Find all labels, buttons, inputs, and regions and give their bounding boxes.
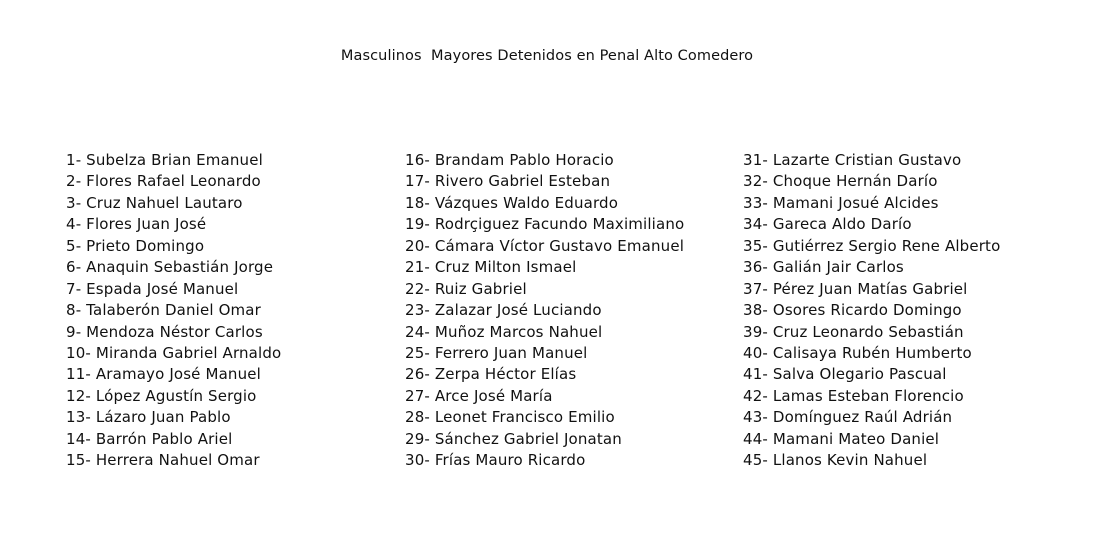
list-item: 36- Galián Jair Carlos xyxy=(743,258,904,277)
list-item: 9- Mendoza Néstor Carlos xyxy=(66,322,263,341)
list-item: 19- Rodrçiguez Facundo Maximiliano xyxy=(405,215,685,234)
list-item: 25- Ferrero Juan Manuel xyxy=(405,343,588,362)
list-item: 27- Arce José María xyxy=(405,386,553,405)
list-item: 24- Muñoz Marcos Nahuel xyxy=(405,322,603,341)
page-title: Masculinos Mayores Detenidos en Penal Alto Comedero xyxy=(340,48,754,64)
list-item: 37- Pérez Juan Matías Gabriel xyxy=(743,279,968,298)
list-item: 29- Sánchez Gabriel Jonatan xyxy=(405,429,622,448)
list-item: 10- Miranda Gabriel Arnaldo xyxy=(66,343,282,362)
list-item: 21- Cruz Milton Ismael xyxy=(405,258,577,277)
list-item: 2- Flores Rafael Leonardo xyxy=(66,172,261,191)
list-item: 8- Talaberón Daniel Omar xyxy=(66,301,261,320)
list-item: 38- Osores Ricardo Domingo xyxy=(743,301,962,320)
list-item: 7- Espada José Manuel xyxy=(66,279,239,298)
list-item: 23- Zalazar José Luciando xyxy=(405,301,602,320)
list-item: 4- Flores Juan José xyxy=(66,215,207,234)
list-item: 39- Cruz Leonardo Sebastián xyxy=(743,322,964,341)
list-item: 44- Mamani Mateo Daniel xyxy=(743,429,940,448)
list-item: 34- Gareca Aldo Darío xyxy=(743,215,912,234)
list-item: 43- Domínguez Raúl Adrián xyxy=(743,408,953,427)
detainee-list-column-2 xyxy=(405,150,684,472)
list-item: 6- Anaquin Sebastián Jorge xyxy=(66,258,274,277)
list-item: 33- Mamani Josué Alcides xyxy=(743,193,939,212)
list-item: 11- Aramayo José Manuel xyxy=(66,365,261,384)
list-item: 20- Cámara Víctor Gustavo Emanuel xyxy=(405,236,685,255)
list-item: 31- Lazarte Cristian Gustavo xyxy=(743,151,962,169)
list-item: 42- Lamas Esteban Florencio xyxy=(743,386,964,405)
list-item: 17- Rivero Gabriel Esteban xyxy=(405,172,611,191)
list-item: 5- Prieto Domingo xyxy=(66,236,205,255)
list-item: 45- Llanos Kevin Nahuel xyxy=(743,451,928,470)
list-item: 13- Lázaro Juan Pablo xyxy=(66,408,231,427)
list-item: 22- Ruiz Gabriel xyxy=(405,279,527,298)
list-item: 28- Leonet Francisco Emilio xyxy=(405,408,615,427)
list-item: 30- Frías Mauro Ricardo xyxy=(405,451,586,470)
list-item: 18- Vázques Waldo Eduardo xyxy=(405,193,619,212)
list-item: 32- Choque Hernán Darío xyxy=(743,172,938,191)
detainee-list-column-1 xyxy=(66,150,281,472)
list-item: 16- Brandam Pablo Horacio xyxy=(405,151,614,169)
list-item: 15- Herrera Nahuel Omar xyxy=(66,451,260,470)
list-item: 14- Barrón Pablo Ariel xyxy=(66,429,233,448)
list-item: 3- Cruz Nahuel Lautaro xyxy=(66,193,243,212)
list-item: 26- Zerpa Héctor Elías xyxy=(405,365,577,384)
list-item: 40- Calisaya Rubén Humberto xyxy=(743,343,972,362)
list-item: 1- Subelza Brian Emanuel xyxy=(66,151,263,169)
list-item: 35- Gutiérrez Sergio Rene Alberto xyxy=(743,236,1001,255)
list-item: 41- Salva Olegario Pascual xyxy=(743,365,947,384)
list-item: 12- López Agustín Sergio xyxy=(66,386,257,405)
detainee-list-column-3 xyxy=(743,150,1000,472)
